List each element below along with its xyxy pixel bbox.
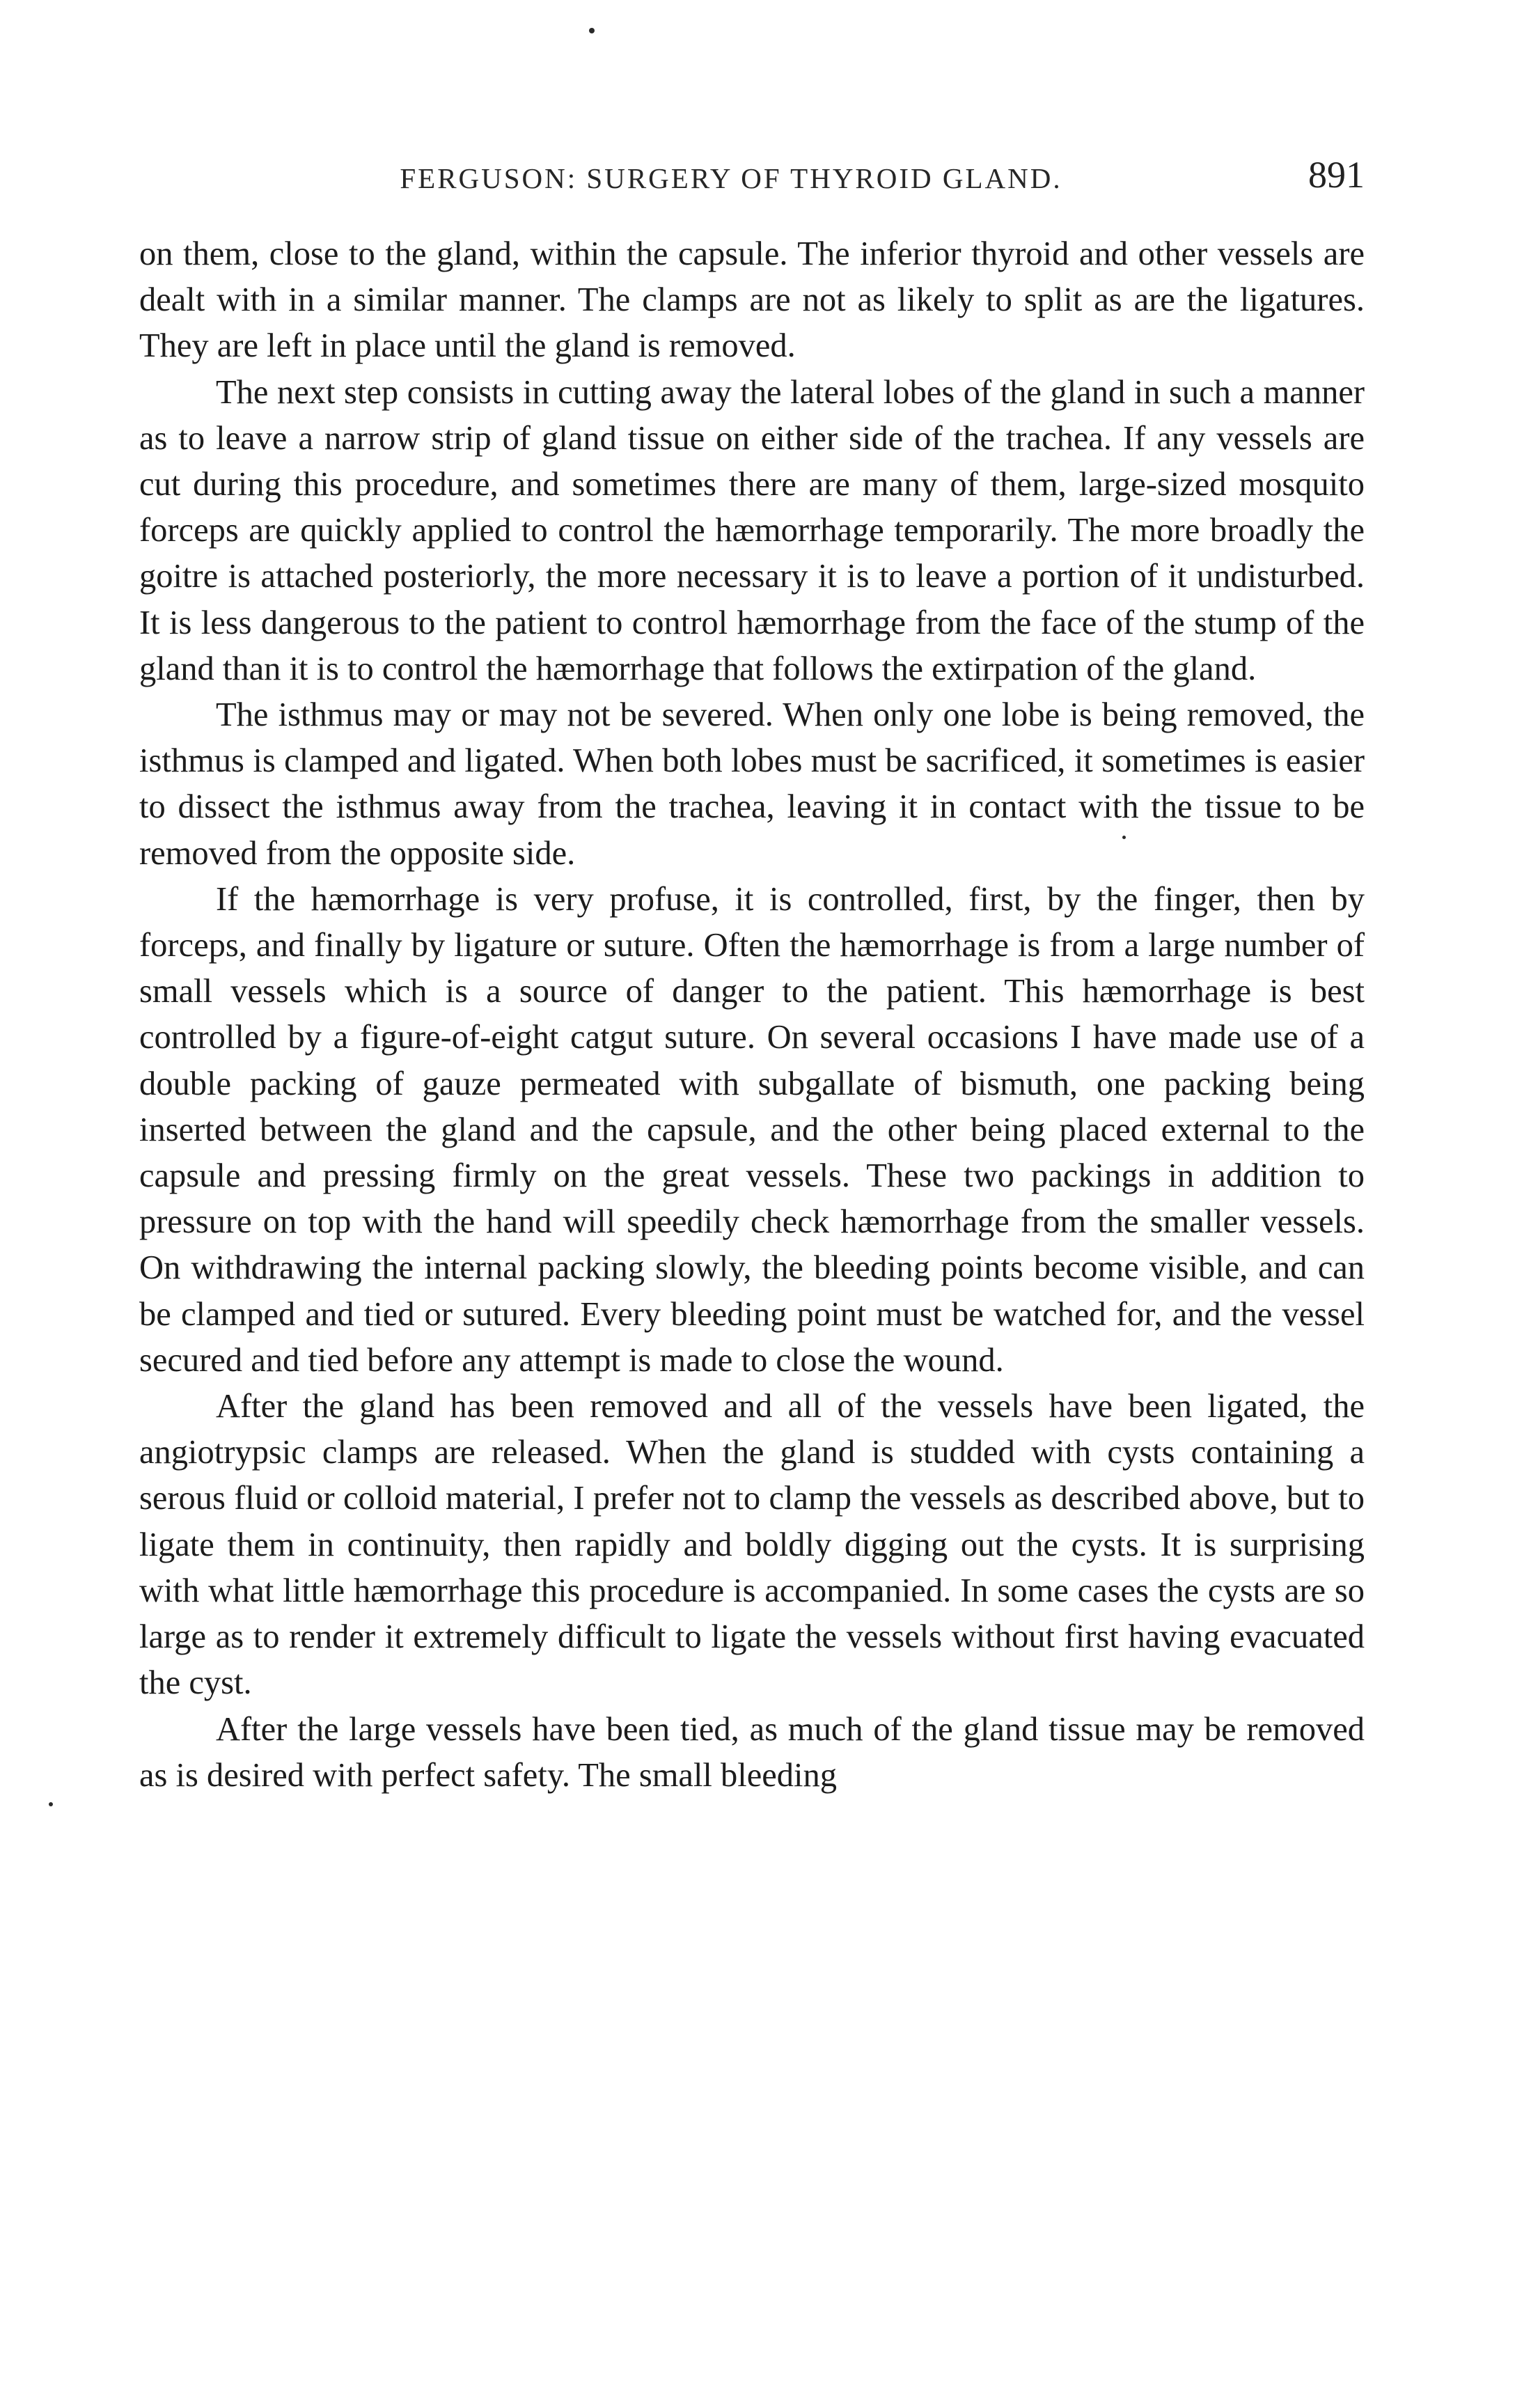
paragraph: After the large vessels have been tied, as much of the gland tissue may be removed as is desired with perfect safety. The small bleeding (139, 1710, 1365, 1794)
page-number: 891 (1308, 154, 1365, 196)
paragraph: on them, close to the gland, within the capsule. The inferior thyroid and other vessels are dealt with in a similar manner. The clamps are not as likely to split as are the ligatures. They are left in place until the gland is removed. (139, 235, 1365, 365)
running-title: FERGUSON: SURGERY OF THYROID GLAND. (400, 162, 1062, 194)
body-text (139, 231, 1365, 1799)
paragraph: After the gland has been removed and all of the vessels have been ligated, the angiotrypsic clamps are released. When the gland is studded with cysts containing a serous fluid or colloid material, I prefer not to clamp the vessels as described above, but to ligate them in continuity, then rapidly and boldly digging out the cysts. It is surprising with what little hæmorrhage this procedure is accompanied. In some cases the cysts are so large as to render it extremely difficult to ligate the vessels without first having evacuated the cyst. (139, 1388, 1365, 1702)
speck-mark (49, 1802, 53, 1806)
paragraph: The next step consists in cutting away the lateral lobes of the gland in such a manner as to leave a narrow strip of gland tissue on either side of the trachea. If any vessels are cut during this procedure, and sometimes there are many of them, large-sized mosquito forceps are quickly applied to control the hæmorrhage temporarily. The more broadly the goitre is attached posteriorly, the more necessary it is to leave a portion of it undisturbed. It is less dangerous to the patient to control hæmorrhage from the face of the stump of the gland than it is to control the hæmorrhage that follows the extirpation of the gland. (139, 373, 1365, 687)
paragraph: The isthmus may or may not be severed. When only one lobe is being removed, the isthmus is clamped and ligated. When both lobes must be sacrificed, it sometimes is easier to dissect the isthmus away from the trachea, leaving it in contact with the tissue to be removed from the opposite side. (139, 696, 1365, 872)
paragraph: If the hæmorrhage is very profuse, it is controlled, first, by the finger, then by forceps, and finally by ligature or suture. Often the hæmorrhage is from a large number of small vessels which is a source of danger to the patient. This hæmorrhage is best controlled by a figure-of-eight catgut suture. On several occasions I have made use of a double packing of gauze permeated with subgallate of bismuth, one packing being inserted between the gland and the capsule, and the other being placed external to the capsule and pressing firmly on the great vessels. These two packings in addition to pressure on top with the hand will speedily check hæmorrhage from the smaller vessels. On withdrawing the internal packing slowly, the bleeding points become visible, and can be clamped and tied or sutured. Every bleeding point must be watched for, and the vessel secured and tied before any attempt is made to close the wound. (139, 880, 1365, 1379)
speck-mark (589, 28, 595, 33)
running-head (139, 153, 1365, 209)
